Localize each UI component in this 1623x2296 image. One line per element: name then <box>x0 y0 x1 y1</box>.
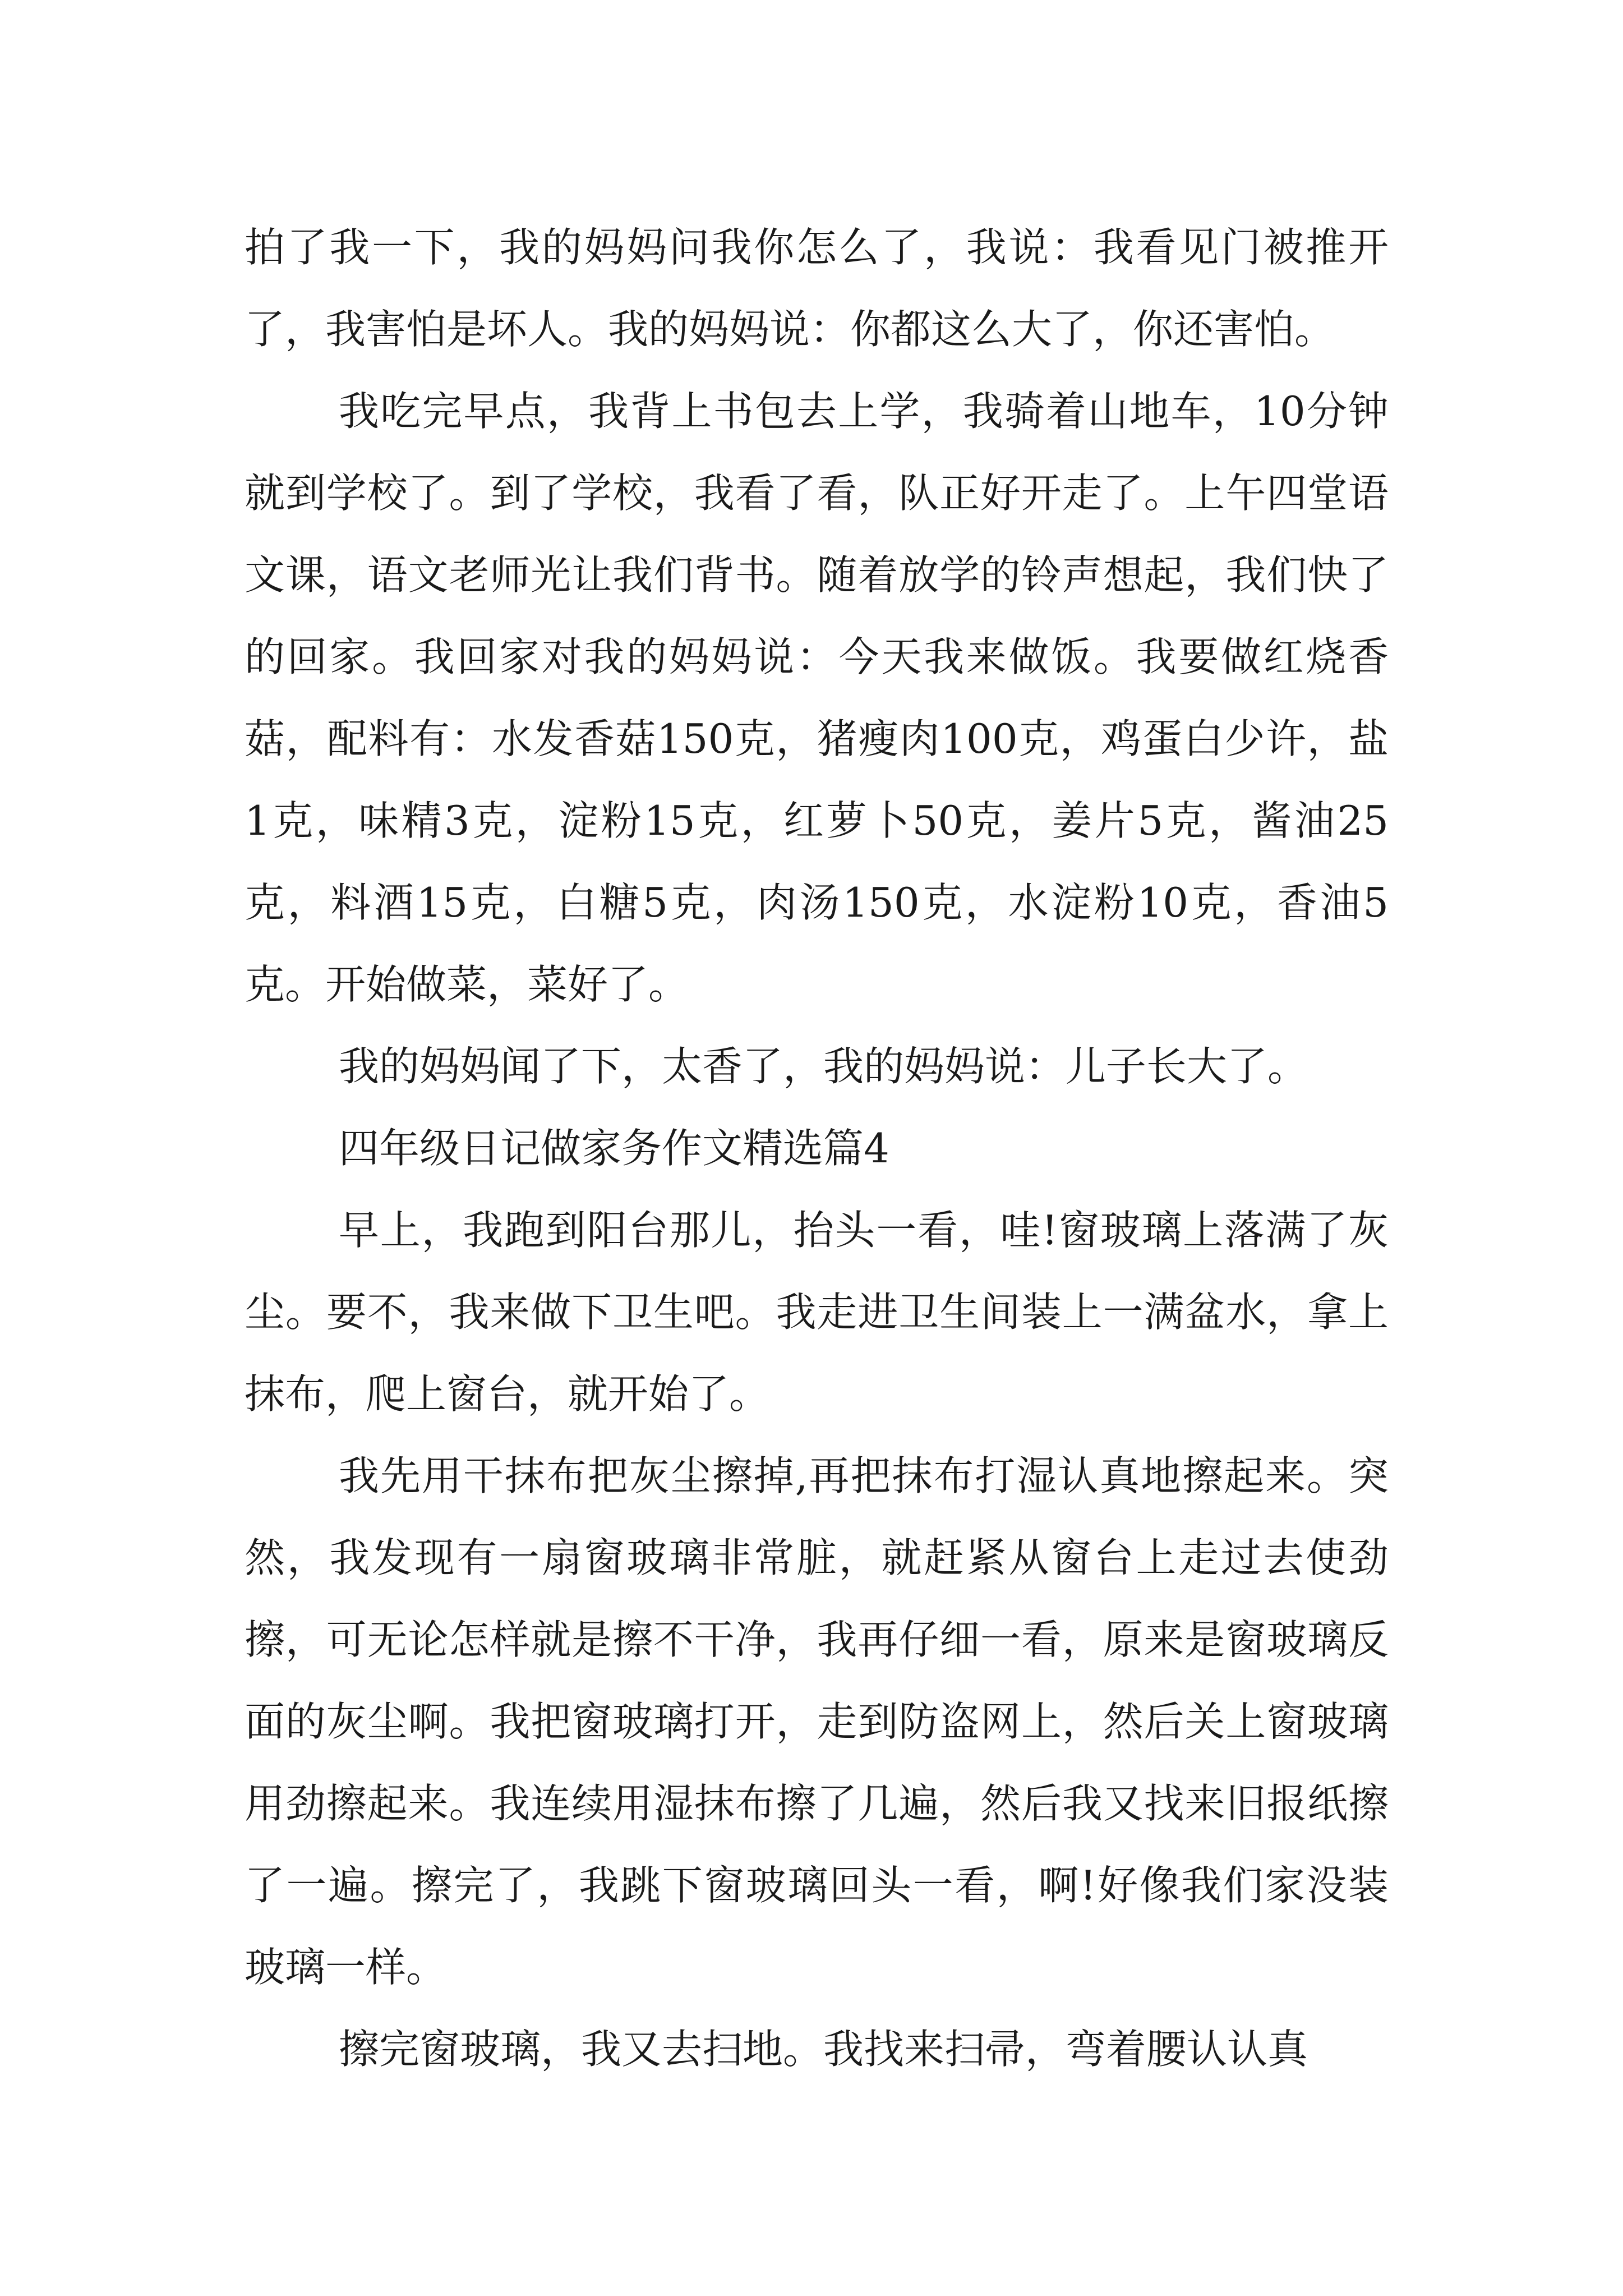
paragraph-balcony: 早上，我跑到阳台那儿，抬头一看，哇!窗玻璃上落满了灰尘。要不，我来做下卫生吧。我走进卫生间装上一满盆水，拿上抹布，爬上窗台，就开始了。 <box>245 1207 1389 1418</box>
paragraph-mom-praise: 我的妈妈闻了下，太香了，我的妈妈说：儿子长大了。 <box>339 1043 1308 1090</box>
paragraph-sweeping: 擦完窗玻璃，我又去扫地。我找来扫帚，弯着腰认认真 <box>339 2026 1308 2073</box>
paragraph-window-cleaning: 我先用干抹布把灰尘擦掉,再把抹布打湿认真地擦起来。突然，我发现有一扇窗玻璃非常脏，就赶紧从窗台上走过去使劲擦，可无论怎样就是擦不干净，我再仔细一看，原来是窗玻璃反面的灰尘啊。我把窗玻璃打开，走到防盗网上，然后关上窗玻璃用劲擦起来。我连续用湿抹布擦了几遍，然后我又找来旧报纸擦了一遍。擦完了，我跳下窗玻璃回头一看，啊!好像我们家没装玻璃一样。 <box>245 1452 1389 1991</box>
paragraph-breakfast-cooking: 我吃完早点，我背上书包去上学，我骑着山地车，10分钟就到学校了。到了学校，我看了看，队正好开走了。上午四堂语文课，语文老师光让我们背书。随着放学的铃声想起，我们快了的回家。我回家对我的妈妈说：今天我来做饭。我要做红烧香菇，配料有：水发香菇150克，猪瘦肉100克，鸡蛋白少许，盐1克，味精3克，淀粉15克，红萝卜50克，姜片5克，酱油25克，料酒15克，白糖5克，肉汤150克，水淀粉10克，香油5克。开始做菜，菜好了。 <box>245 388 1389 1008</box>
document-body <box>245 206 1389 2090</box>
paragraph-continued: 拍了我一下，我的妈妈问我你怎么了，我说：我看见门被推开了，我害怕是坏人。我的妈妈说：你都这么大了，你还害怕。 <box>245 224 1389 353</box>
section-heading: 四年级日记做家务作文精选篇4 <box>339 1125 889 1172</box>
